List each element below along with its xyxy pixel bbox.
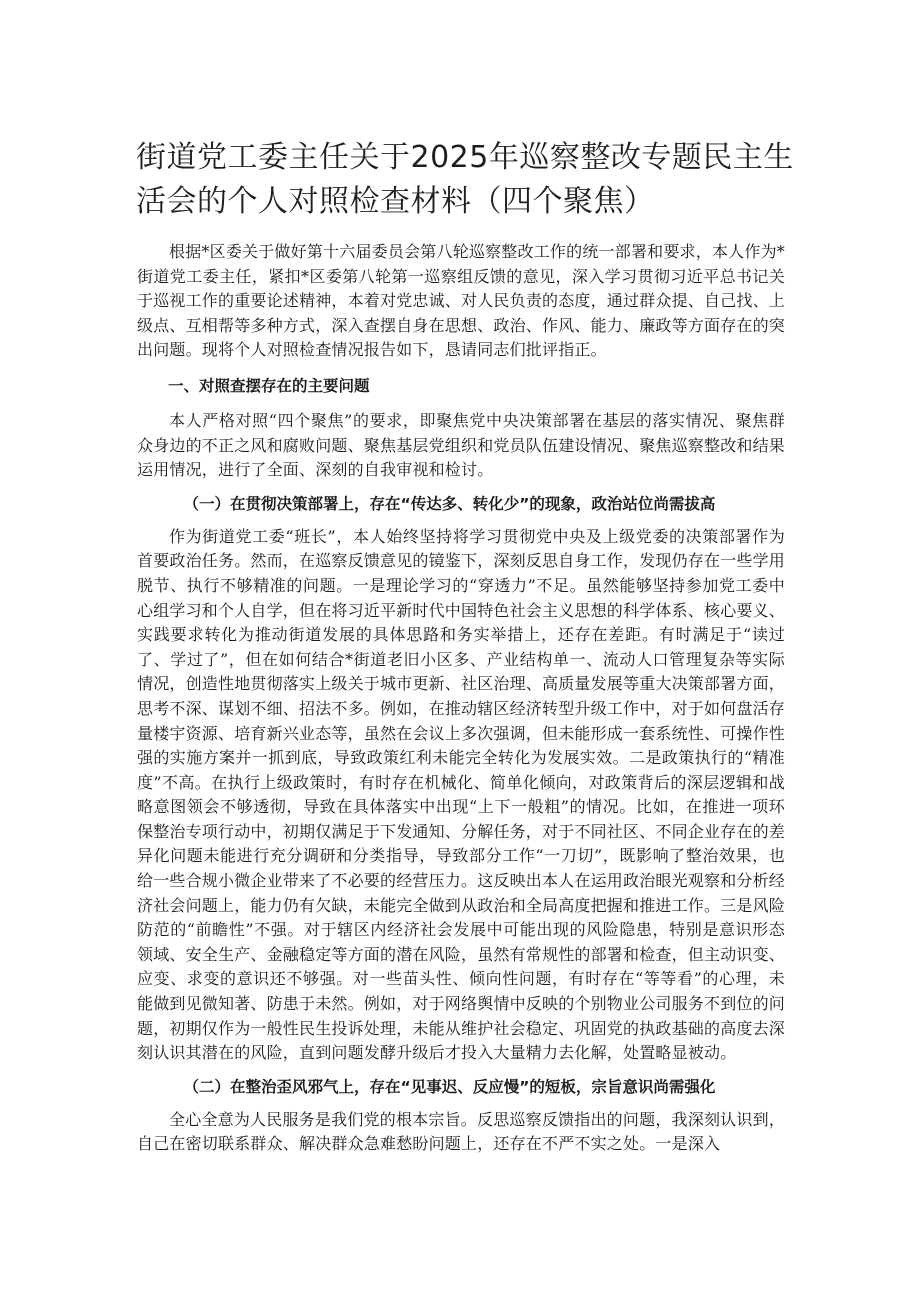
subsection1-paragraph: 作为街道党工委“班长”，本人始终坚持将学习贯彻党中央及上级党委的决策部署作为首要政治任务。然而，在巡察反馈意见的镜鉴下，深刻反思自身工作，发现仍存在一些学用脱节、执行不够精准的问题。一是理论学习的“穿透力”不足。虽然能够坚持参加党工委中心组学习和个人自学，但在将习近平新时代中国特色社会主义思想的科学体系、核心要义、实践要求转化为推动街道发展的具体思路和务实举措上，还存在差距。有时满足于“读过了、学过了”，但在如何结合*街道老旧小区多、产业结构单一、流动人口管理复杂等实际情况，创造性地贯彻落实上级关于城市更新、社区治理、高质量发展等重大决策部署方面，思考不深、谋划不细、招法不多。例如，在推动辖区经济转型升级工作中，对于如何盘活存量楼宇资源、培育新兴业态等，虽然在会议上多次强调，但未能形成一套系统性、可操作性强的实施方案并一抓到底，导致政策红利未能完全转化为发展实效。二是政策执行的“精准度”不高。在执行上级政策时，有时存在机械化、简单化倾向，对政策背后的深层逻辑和战略意图领会不够透彻，导致在具体落实中出现“上下一般粗”的情况。比如，在推进一项环保整治专项行动中，初期仅满足于下发通知、分解任务，对于不同社区、不同企业存在的差异化问题未能进行充分调研和分类指导，导致部分工作“一刀切”，既影响了整治效果，也给一些合规小微企业带来了不必要的经营压力。这反映出本人在运用政治眼光观察和分析经济社会问题上，能力仍有欠缺，未能完全做到从政治和全局高度把握和推进工作。三是风险防范的“前瞻性”不强。对于辖区内经济社会发展中可能出现的风险隐患，特别是意识形态领域、安全生产、金融稳定等方面的潜在风险，虽然有常规性的部署和检查，但主动识变、应变、求变的意识还不够强。对一些苗头性、倾向性问题，有时存在“等等看”的心理，未能做到见微知著、防患于未然。例如，对于网络舆情中反映的个别物业公司服务不到位的问题，初期仅作为一般性民生投诉处理，未能从维护社会稳定、巩固党的执政基础的高度去深刻认识其潜在的风险，直到问题发酵升级后才投入大量精力去化解，处置略显被动。 [137,526,786,1063]
subsection2-paragraph: 全心全意为人民服务是我们党的根本宗旨。反思巡察反馈指出的问题，我深刻认识到，自己在密切联系群众、解决群众急难愁盼问题上，还存在不严不实之处。一是深入 [137,1109,785,1154]
subsection-heading-2: （二）在整治歪风邪气上，存在“见事迟、反应慢”的短板，宗旨意识尚需强化 [183,1077,716,1096]
document-body [137,240,785,1157]
section1-intro-paragraph: 本人严格对照“四个聚焦”的要求，即聚焦党中央决策部署在基层的落实情况、聚焦群众身边的不正之风和腐败问题、聚焦基层党组织和党员队伍建设情况、聚焦巡察整改和结果运用情况，进行了全面、深刻的自我审视和检讨。 [137,410,786,480]
intro-paragraph: 根据*区委关于做好第十六届委员会第八轮巡察整改工作的统一部署和要求，本人作为*街道党工委主任，紧扣*区委第八轮第一巡察组反馈的意见，深入学习贯彻习近平总书记关于巡视工作的重要论述精神，本着对党忠诚、对人民负责的态度，通过群众提、自己找、上级点、互相帮等多种方式，深入查摆自身在思想、政治、作风、能力、廉政等方面存在的突出问题。现将个人对照检查情况报告如下，恳请同志们批评指正。 [137,242,786,360]
document-title: 街道党工委主任关于2025年巡察整改专题民主生活会的个人对照检查材料（四个聚焦） [136,140,794,219]
section-heading-1: 一、对照查摆存在的主要问题 [168,376,370,395]
subsection-heading-1: （一）在贯彻决策部署上，存在“传达多、转化少”的现象，政治站位尚需拔高 [183,494,716,513]
